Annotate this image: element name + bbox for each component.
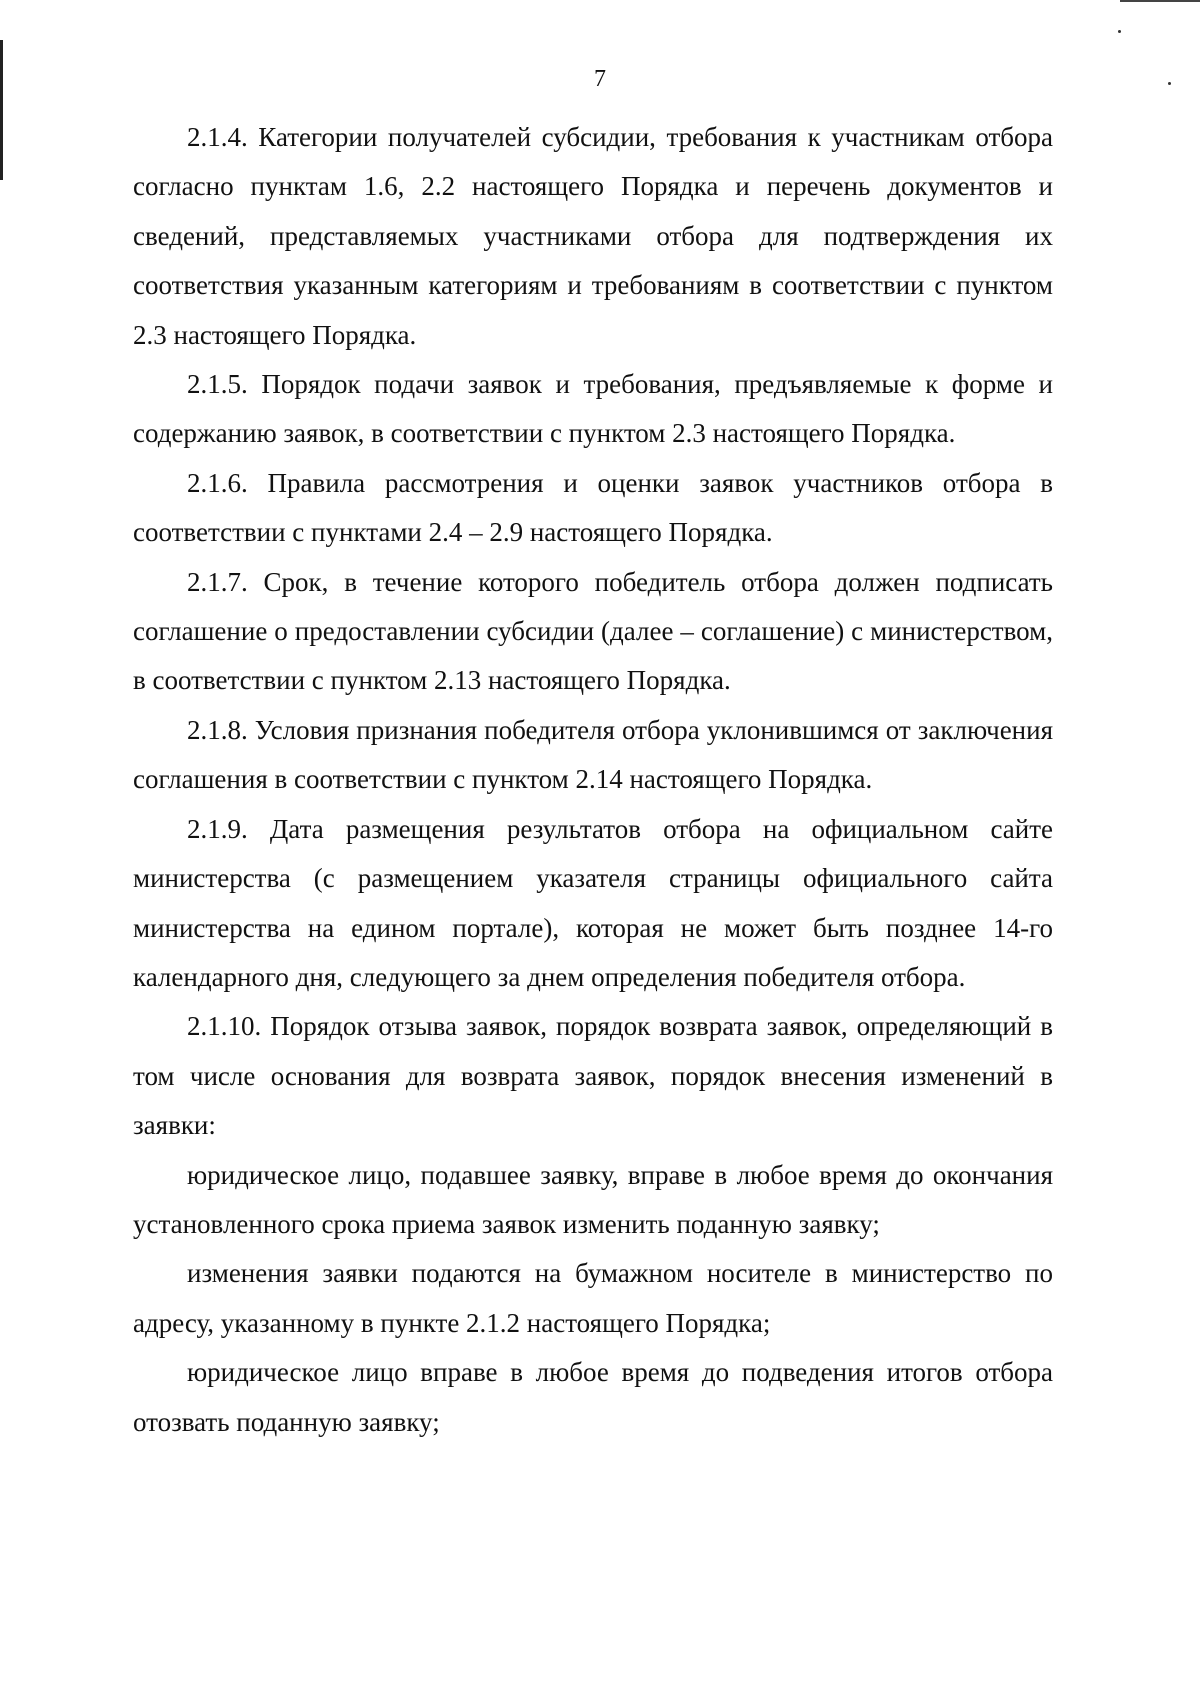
paragraph-2-1-8: 2.1.8. Условия признания победителя отбора уклонившимся от заключения соглашения в соответствии с пунктом 2.14 настоящего Порядка. [133, 714, 1053, 795]
paragraph-paper-submission: изменения заявки подаются на бумажном носителе в министерство по адресу, указанному в пункте 2.1.2 настоящего Порядка; [133, 1258, 1053, 1338]
paragraph-2-1-4: 2.1.4. Категории получателей субсидии, требования к участникам отбора согласно пунктам 1.6, 2.2 настоящего Порядка и перечень документов и сведений, представляемых участниками отбора для подтверждения их соответствия указанным категориям и требованиям в соответствии с пунктом 2.3 настоящего Порядка. [133, 122, 1053, 350]
scan-corner-line [1120, 0, 1200, 2]
paragraph-2-1-10: 2.1.10. Порядок отзыва заявок, порядок возврата заявок, определяющий в том числе основания для возврата заявок, порядок внесения изменений в заявки: [133, 1011, 1053, 1141]
scan-edge-line [0, 40, 3, 180]
document-body [133, 113, 1053, 1447]
page-number: 7 [594, 66, 606, 92]
paragraph-2-1-7: 2.1.7. Срок, в течение которого победитель отбора должен подписать соглашение о предоставлении субсидии (далее – соглашение) с министерством, в соответствии с пунктом 2.13 настоящего Порядка. [133, 566, 1053, 696]
paragraph-withdraw-application: юридическое лицо вправе в любое время до подведения итогов отбора отозвать поданную заявку; [133, 1357, 1053, 1437]
paragraph-2-1-9: 2.1.9. Дата размещения результатов отбора на официальном сайте министерства (с размещением указателя страницы официального сайта министерства на едином портале), которая не может быть позднее 14-го календарного дня, следующего за днем определения победителя отбора. [133, 813, 1053, 992]
paragraph-2-1-6: 2.1.6. Правила рассмотрения и оценки заявок участников отбора в соответствии с пунктами 2.4 – 2.9 настоящего Порядка. [133, 467, 1053, 548]
scan-speck [1118, 30, 1121, 33]
paragraph-change-application: юридическое лицо, подавшее заявку, вправе в любое время до окончания установленного срока приема заявок изменить поданную заявку; [133, 1159, 1053, 1239]
paragraph-2-1-5: 2.1.5. Порядок подачи заявок и требования, предъявляемые к форме и содержанию заявок, в соответствии с пунктом 2.3 настоящего Порядка. [133, 369, 1053, 449]
